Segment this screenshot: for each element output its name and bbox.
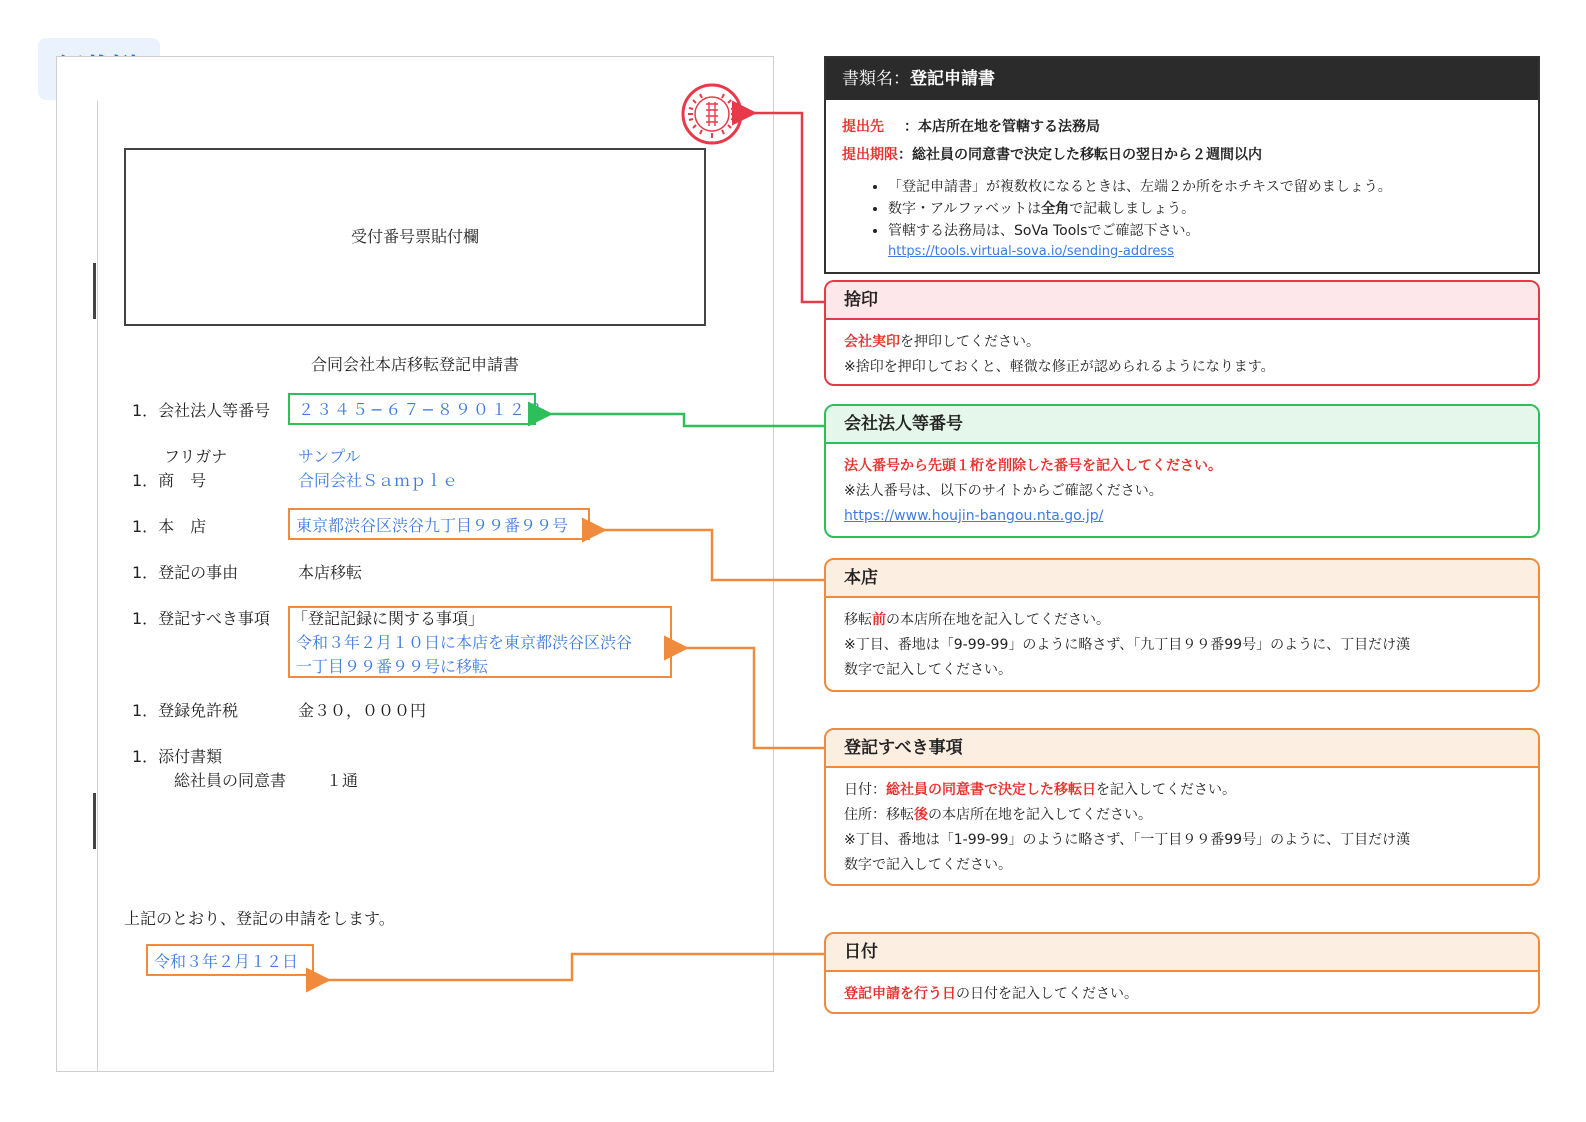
- seal-card: [824, 280, 1540, 386]
- list-item: • 数字・アルファベットは全角で記載しましょう。: [888, 198, 1392, 220]
- card-title: 会社法人等番号: [826, 406, 1538, 444]
- matters-line1: 「登記記録に関する事項」: [292, 609, 485, 628]
- trade-name-label: 1．商 号: [132, 471, 207, 490]
- furigana-value: サンプル: [298, 447, 361, 466]
- furigana-label: フリガナ: [164, 447, 228, 466]
- reason-label: 1．登記の事由: [132, 563, 239, 582]
- matters-line2: 令和３年２月１０日に本店を東京都渋谷区渋谷: [296, 633, 633, 652]
- houjin-bangou-link[interactable]: https://www.houjin-bangou.nta.go.jp/: [844, 508, 1104, 524]
- attachment-count: １通: [326, 771, 359, 790]
- trade-name-value: 合同会社Ｓａｍｐｌｅ: [298, 471, 459, 490]
- head-office-card: [824, 558, 1540, 692]
- sova-tools-link[interactable]: https://tools.virtual-sova.io/sending-address: [888, 244, 1174, 259]
- form-title: 合同会社本店移転登記申請書: [310, 355, 519, 374]
- card-body: 会社実印を押印してください。 ※捨印を押印しておくと、軽微な修正が認められるようになります。: [844, 334, 1275, 375]
- matters-card: [824, 728, 1540, 886]
- card-body: 日付：総社員の同意書で決定した移転日を記入してください。 住所：移転後の本店所在地を記入してください。 ※丁目、番地は「1-99-99」のように略さず、「一丁目９９番99号」のように、丁目だけ漢 数字で記入してください。: [844, 782, 1411, 873]
- doc-name: 登記申請書: [910, 69, 995, 89]
- receipt-number-box: 受付番号票貼付欄: [124, 148, 706, 326]
- margin-line: [97, 101, 98, 1071]
- card-title: 捨印: [826, 282, 1538, 320]
- company-seal-stamp: [680, 82, 744, 146]
- card-title: 本店: [826, 560, 1538, 598]
- submit-to-row: [842, 116, 1100, 136]
- card-body: 移転前の本店所在地を記入してください。 ※丁目、番地は「9-99-99」のように略さず、「九丁目９９番99号」のように、丁目だけ漢 数字で記入してください。: [844, 612, 1411, 678]
- head-office-label: 1．本 店: [132, 517, 207, 536]
- matters-label: 1．登記すべき事項: [132, 609, 270, 628]
- corp-number-value: ２３４５−６７−８９０１２３: [298, 400, 545, 419]
- list-item: • 「登記申請書」が複数枚になるときは、左端２か所をホチキスで留めましょう。: [888, 176, 1392, 198]
- deadline-value: ：総社員の同意書で決定した移転日の翌日から２週間以内: [898, 147, 1262, 163]
- margin-tick: [93, 793, 96, 849]
- info-bullets: [842, 176, 1392, 242]
- reason-value: 本店移転: [298, 563, 363, 582]
- deadline-row: [842, 144, 1262, 164]
- document-info-panel: [824, 56, 1540, 274]
- info-header: [826, 58, 1538, 100]
- application-date: 令和３年２月１２日: [154, 952, 299, 971]
- date-card: [824, 932, 1540, 1014]
- head-office-value: 東京都渋谷区渋谷九丁目９９番９９号: [296, 516, 569, 535]
- card-title: 日付: [826, 934, 1538, 972]
- closing-statement: 上記のとおり、登記の申請をします。: [124, 909, 395, 928]
- attachment-item: 総社員の同意書: [174, 771, 287, 790]
- tax-value: 金３０，０００円: [298, 701, 427, 720]
- card-body: 法人番号から先頭１桁を削除した番号を記入してください。 ※法人番号は、以下のサイトからご確認ください。 https://www.houjin-bangou.nta.go.jp/: [844, 458, 1222, 524]
- card-title: 登記すべき事項: [826, 730, 1538, 768]
- attachments-label: 1．添付書類: [132, 747, 223, 766]
- tax-label: 1．登録免許税: [132, 701, 239, 720]
- corp-number-label: 1．会社法人等番号: [132, 401, 271, 420]
- card-body: 登記申請を行う日の日付を記入してください。: [844, 986, 1138, 1002]
- list-item: • 管轄する法務局は、SoVa Toolsでご確認下さい。: [888, 220, 1392, 242]
- matters-line3: 一丁目９９番９９号に移転: [296, 657, 489, 676]
- corp-number-card: [824, 404, 1540, 538]
- deadline-label: 提出期限: [842, 147, 898, 163]
- doc-label: 書類名：: [842, 69, 910, 89]
- submit-to-value: ：本店所在地を管轄する法務局: [904, 119, 1100, 135]
- margin-tick: [93, 263, 96, 319]
- submit-to-label: 提出先: [842, 119, 884, 135]
